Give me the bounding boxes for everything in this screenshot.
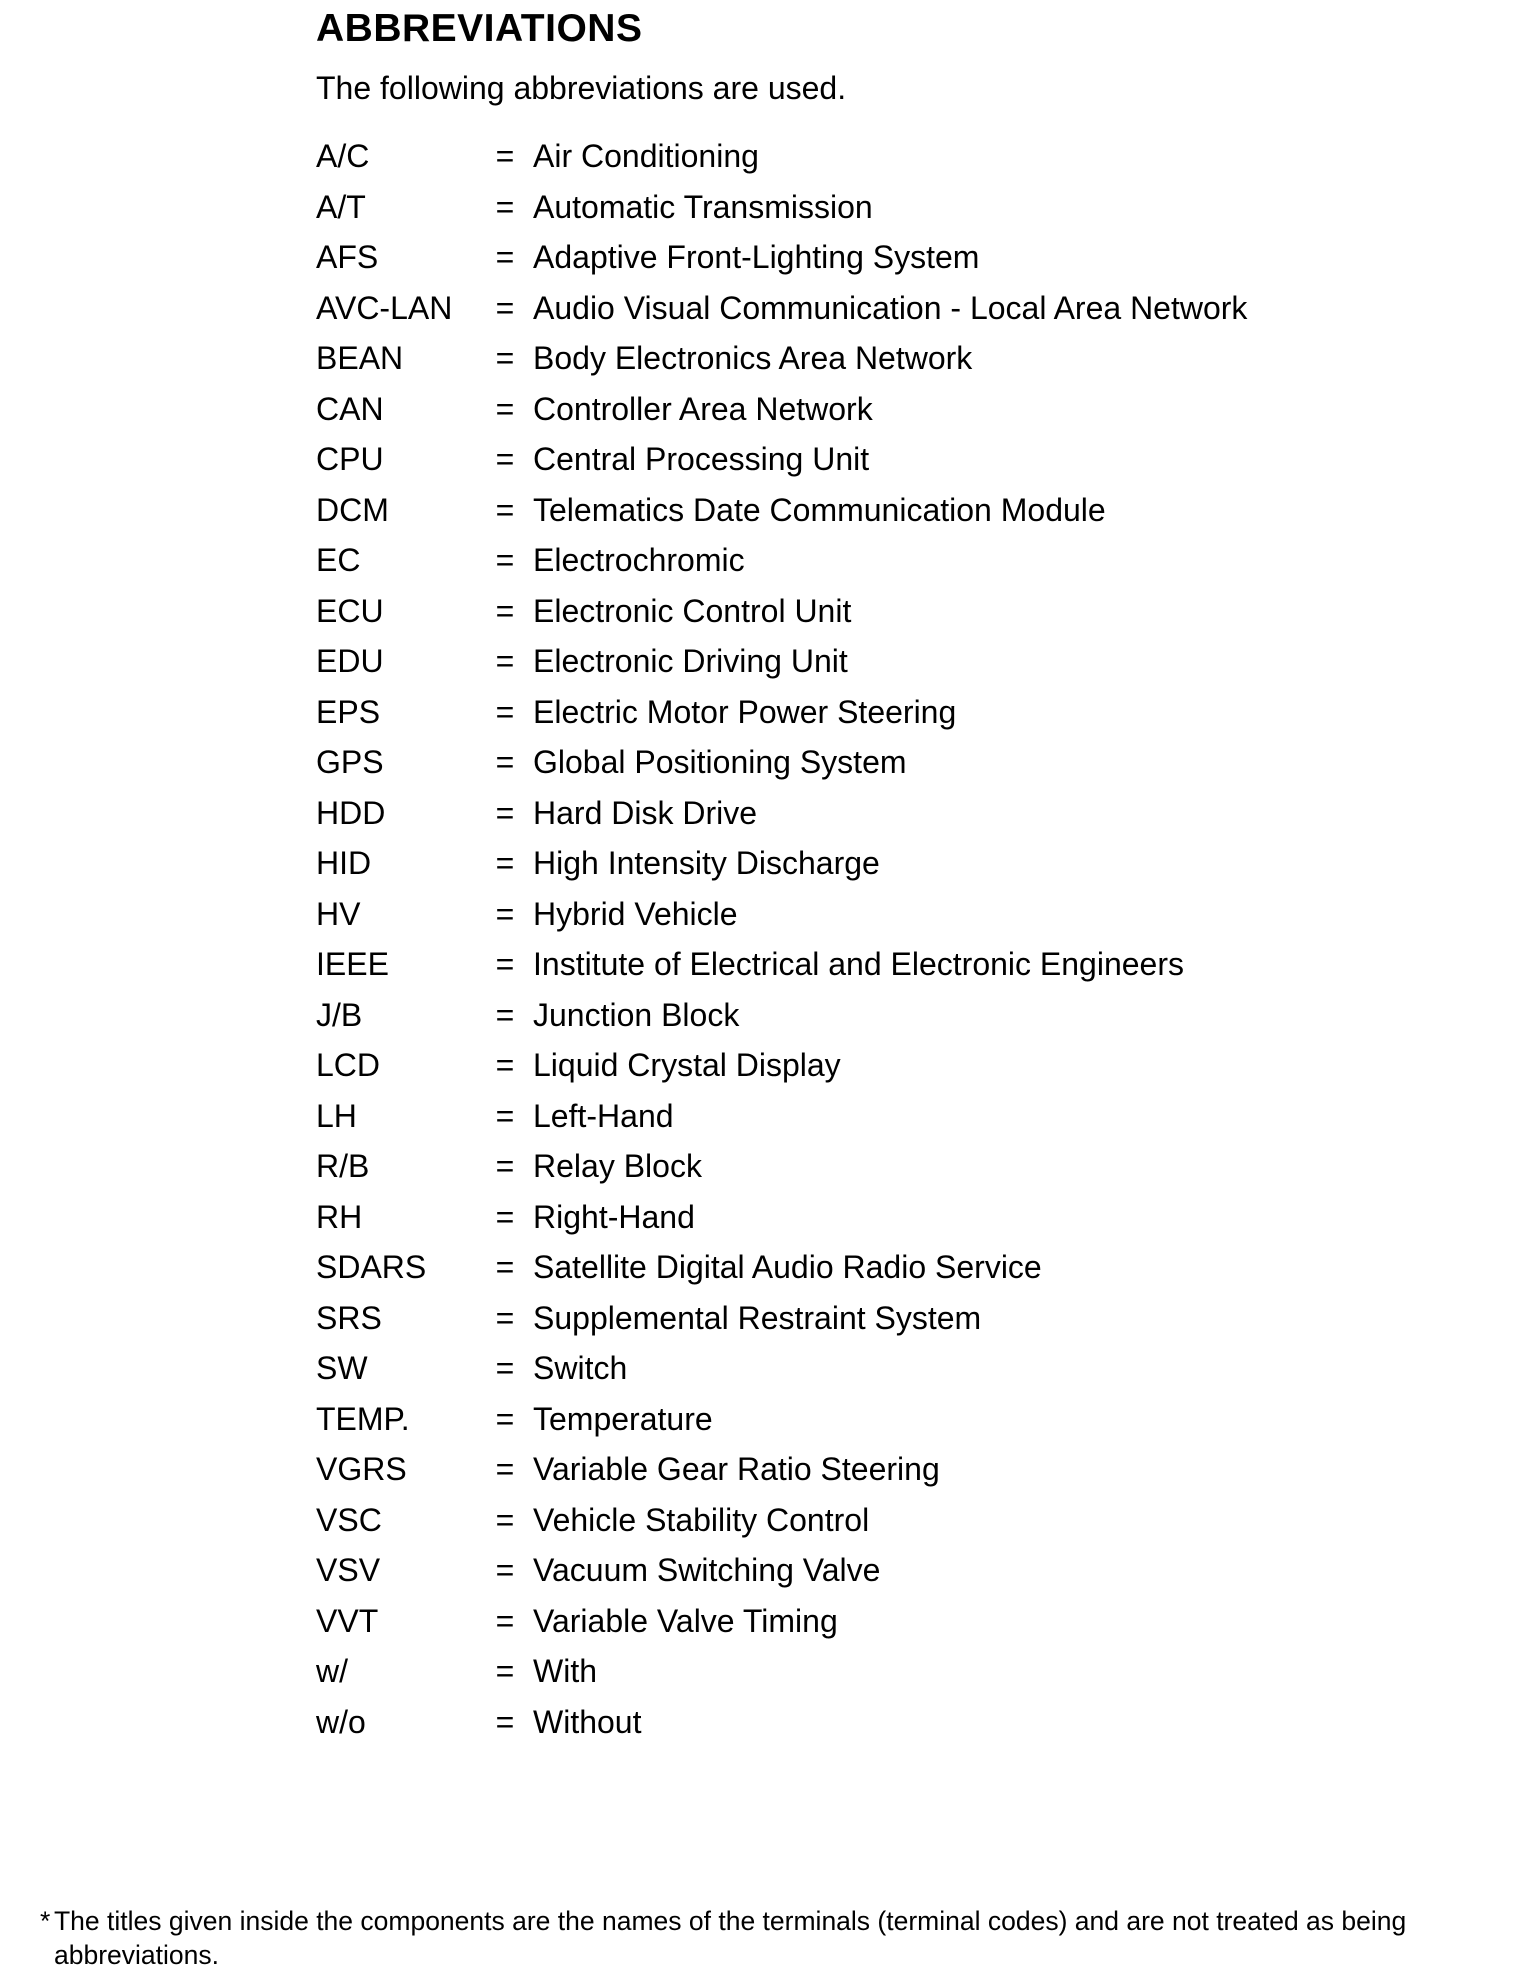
abbreviation-definition: Adaptive Front-Lighting System xyxy=(533,239,980,275)
abbreviation-definition: Global Positioning System xyxy=(533,744,907,780)
abbreviation-row xyxy=(316,939,1247,990)
equals-sign: = xyxy=(495,592,515,629)
abbreviation-definition: Switch xyxy=(533,1350,628,1386)
abbreviation-term: HID xyxy=(316,845,372,881)
abbreviation-row xyxy=(316,1040,1247,1091)
abbreviation-list xyxy=(316,131,1247,1747)
abbreviation-definition: Temperature xyxy=(533,1400,713,1437)
abbreviation-definition: Controller Area Network xyxy=(533,390,873,427)
abbreviation-term: AFS xyxy=(316,239,379,275)
footnote-line-1: The titles given inside the components are the names of the terminals (terminal codes) and are not treated as being xyxy=(54,1906,1407,1936)
abbreviation-term: A/T xyxy=(316,188,366,225)
abbreviation-term: DCM xyxy=(316,491,389,528)
abbreviation-definition: Vehicle Stability Control xyxy=(533,1501,870,1538)
abbreviation-definition: Supplemental Restraint System xyxy=(533,1299,982,1336)
abbreviation-row xyxy=(316,788,1247,839)
equals-sign: = xyxy=(495,1148,515,1184)
equals-sign: = xyxy=(495,1653,515,1689)
abbreviation-definition: Audio Visual Communication - Local Area Network xyxy=(533,289,1248,326)
abbreviation-row xyxy=(316,1091,1247,1142)
abbreviation-row xyxy=(316,1141,1247,1192)
equals-sign: = xyxy=(495,693,515,730)
abbreviation-row xyxy=(316,1242,1247,1293)
abbreviation-term: R/B xyxy=(316,1148,370,1184)
equals-sign: = xyxy=(495,1501,515,1538)
equals-sign: = xyxy=(495,188,515,225)
abbreviation-row xyxy=(316,1596,1247,1647)
abbreviation-term: SW xyxy=(316,1350,368,1386)
abbreviation-definition: Liquid Crystal Display xyxy=(533,1047,841,1083)
equals-sign: = xyxy=(495,239,515,275)
abbreviation-term: CPU xyxy=(316,441,384,477)
abbreviation-definition: Right-Hand xyxy=(533,1198,695,1235)
abbreviation-definition: Without xyxy=(533,1703,642,1740)
page-title: ABBREVIATIONS xyxy=(316,7,643,50)
abbreviation-definition: Institute of Electrical and Electronic Engineers xyxy=(533,946,1184,982)
abbreviation-term: VSC xyxy=(316,1501,382,1538)
abbreviation-row xyxy=(316,434,1247,485)
abbreviation-term: HV xyxy=(316,895,361,932)
abbreviation-definition: Electrochromic xyxy=(533,542,745,578)
abbreviation-row xyxy=(316,182,1247,233)
equals-sign: = xyxy=(495,895,515,932)
abbreviation-definition: Electric Motor Power Steering xyxy=(533,693,957,730)
abbreviation-term: HDD xyxy=(316,794,386,831)
abbreviation-term: SRS xyxy=(316,1299,382,1336)
abbreviation-definition: Vacuum Switching Valve xyxy=(533,1552,881,1588)
footnote-marker: * xyxy=(40,1906,51,1936)
abbreviation-term: TEMP. xyxy=(316,1400,410,1437)
abbreviation-term: EPS xyxy=(316,693,381,730)
abbreviation-definition: With xyxy=(533,1653,597,1689)
abbreviation-definition: Relay Block xyxy=(533,1148,702,1184)
abbreviation-term: A/C xyxy=(316,138,370,174)
equals-sign: = xyxy=(495,340,515,376)
abbreviation-term: VVT xyxy=(316,1602,379,1639)
footnote xyxy=(40,1904,1490,1972)
abbreviation-row xyxy=(316,687,1247,738)
equals-sign: = xyxy=(495,390,515,427)
abbreviation-term: EC xyxy=(316,542,361,578)
abbreviation-definition: Air Conditioning xyxy=(533,138,759,174)
equals-sign: = xyxy=(495,1047,515,1083)
abbreviation-row xyxy=(316,990,1247,1041)
abbreviation-term: RH xyxy=(316,1198,363,1235)
abbreviation-row xyxy=(316,384,1247,435)
equals-sign: = xyxy=(495,744,515,780)
abbreviation-term: LCD xyxy=(316,1047,381,1083)
equals-sign: = xyxy=(495,1097,515,1134)
equals-sign: = xyxy=(495,289,515,326)
equals-sign: = xyxy=(495,1299,515,1336)
abbreviation-term: AVC-LAN xyxy=(316,289,453,326)
abbreviation-definition: Left-Hand xyxy=(533,1097,674,1134)
abbreviation-term: CAN xyxy=(316,390,384,427)
equals-sign: = xyxy=(495,946,515,982)
abbreviation-definition: Hybrid Vehicle xyxy=(533,895,738,932)
abbreviation-term: BEAN xyxy=(316,340,404,376)
abbreviation-term: VSV xyxy=(316,1552,381,1588)
abbreviation-row xyxy=(316,1697,1247,1748)
abbreviation-definition: Variable Gear Ratio Steering xyxy=(533,1451,940,1487)
abbreviation-definition: Electronic Driving Unit xyxy=(533,643,848,679)
abbreviation-row xyxy=(316,838,1247,889)
abbreviation-term: J/B xyxy=(316,996,363,1033)
abbreviation-term: w/ xyxy=(316,1653,348,1689)
equals-sign: = xyxy=(495,1350,515,1386)
equals-sign: = xyxy=(495,138,515,174)
abbreviation-row xyxy=(316,232,1247,283)
equals-sign: = xyxy=(495,1602,515,1639)
equals-sign: = xyxy=(495,794,515,831)
footnote-line-2: abbreviations. xyxy=(54,1940,219,1970)
equals-sign: = xyxy=(495,542,515,578)
abbreviation-term: GPS xyxy=(316,744,384,780)
abbreviation-term: SDARS xyxy=(316,1249,427,1285)
equals-sign: = xyxy=(495,1451,515,1487)
abbreviation-row xyxy=(316,131,1247,182)
abbreviation-definition: High Intensity Discharge xyxy=(533,845,880,881)
equals-sign: = xyxy=(495,1400,515,1437)
equals-sign: = xyxy=(495,1198,515,1235)
abbreviation-definition: Variable Valve Timing xyxy=(533,1602,838,1639)
abbreviation-term: LH xyxy=(316,1097,357,1134)
abbreviation-row xyxy=(316,333,1247,384)
abbreviation-definition: Telematics Date Communication Module xyxy=(533,491,1106,528)
equals-sign: = xyxy=(495,643,515,679)
equals-sign: = xyxy=(495,845,515,881)
abbreviation-row xyxy=(316,586,1247,637)
abbreviation-term: EDU xyxy=(316,643,384,679)
abbreviation-definition: Junction Block xyxy=(533,996,740,1033)
equals-sign: = xyxy=(495,996,515,1033)
abbreviation-row xyxy=(316,1495,1247,1546)
abbreviation-row xyxy=(316,889,1247,940)
abbreviation-row xyxy=(316,737,1247,788)
abbreviation-definition: Body Electronics Area Network xyxy=(533,340,973,376)
abbreviation-row xyxy=(316,1545,1247,1596)
abbreviation-row xyxy=(316,1394,1247,1445)
abbreviation-row xyxy=(316,636,1247,687)
abbreviation-row xyxy=(316,535,1247,586)
abbreviation-term: VGRS xyxy=(316,1451,407,1487)
abbreviation-definition: Electronic Control Unit xyxy=(533,592,852,629)
abbreviation-row xyxy=(316,1192,1247,1243)
intro-text: The following abbreviations are used. xyxy=(316,70,847,106)
abbreviation-definition: Satellite Digital Audio Radio Service xyxy=(533,1249,1042,1285)
abbreviation-row xyxy=(316,1646,1247,1697)
abbreviation-row xyxy=(316,1343,1247,1394)
equals-sign: = xyxy=(495,1552,515,1588)
abbreviation-row xyxy=(316,283,1247,334)
abbreviation-definition: Automatic Transmission xyxy=(533,188,873,225)
equals-sign: = xyxy=(495,1249,515,1285)
abbreviation-definition: Central Processing Unit xyxy=(533,441,870,477)
abbreviation-row xyxy=(316,1444,1247,1495)
abbreviation-term: IEEE xyxy=(316,946,389,982)
abbreviation-term: ECU xyxy=(316,592,384,629)
abbreviation-row xyxy=(316,1293,1247,1344)
equals-sign: = xyxy=(495,1703,515,1740)
abbreviation-term: w/o xyxy=(316,1703,366,1740)
equals-sign: = xyxy=(495,441,515,477)
equals-sign: = xyxy=(495,491,515,528)
abbreviation-row xyxy=(316,485,1247,536)
abbreviation-definition: Hard Disk Drive xyxy=(533,794,758,831)
